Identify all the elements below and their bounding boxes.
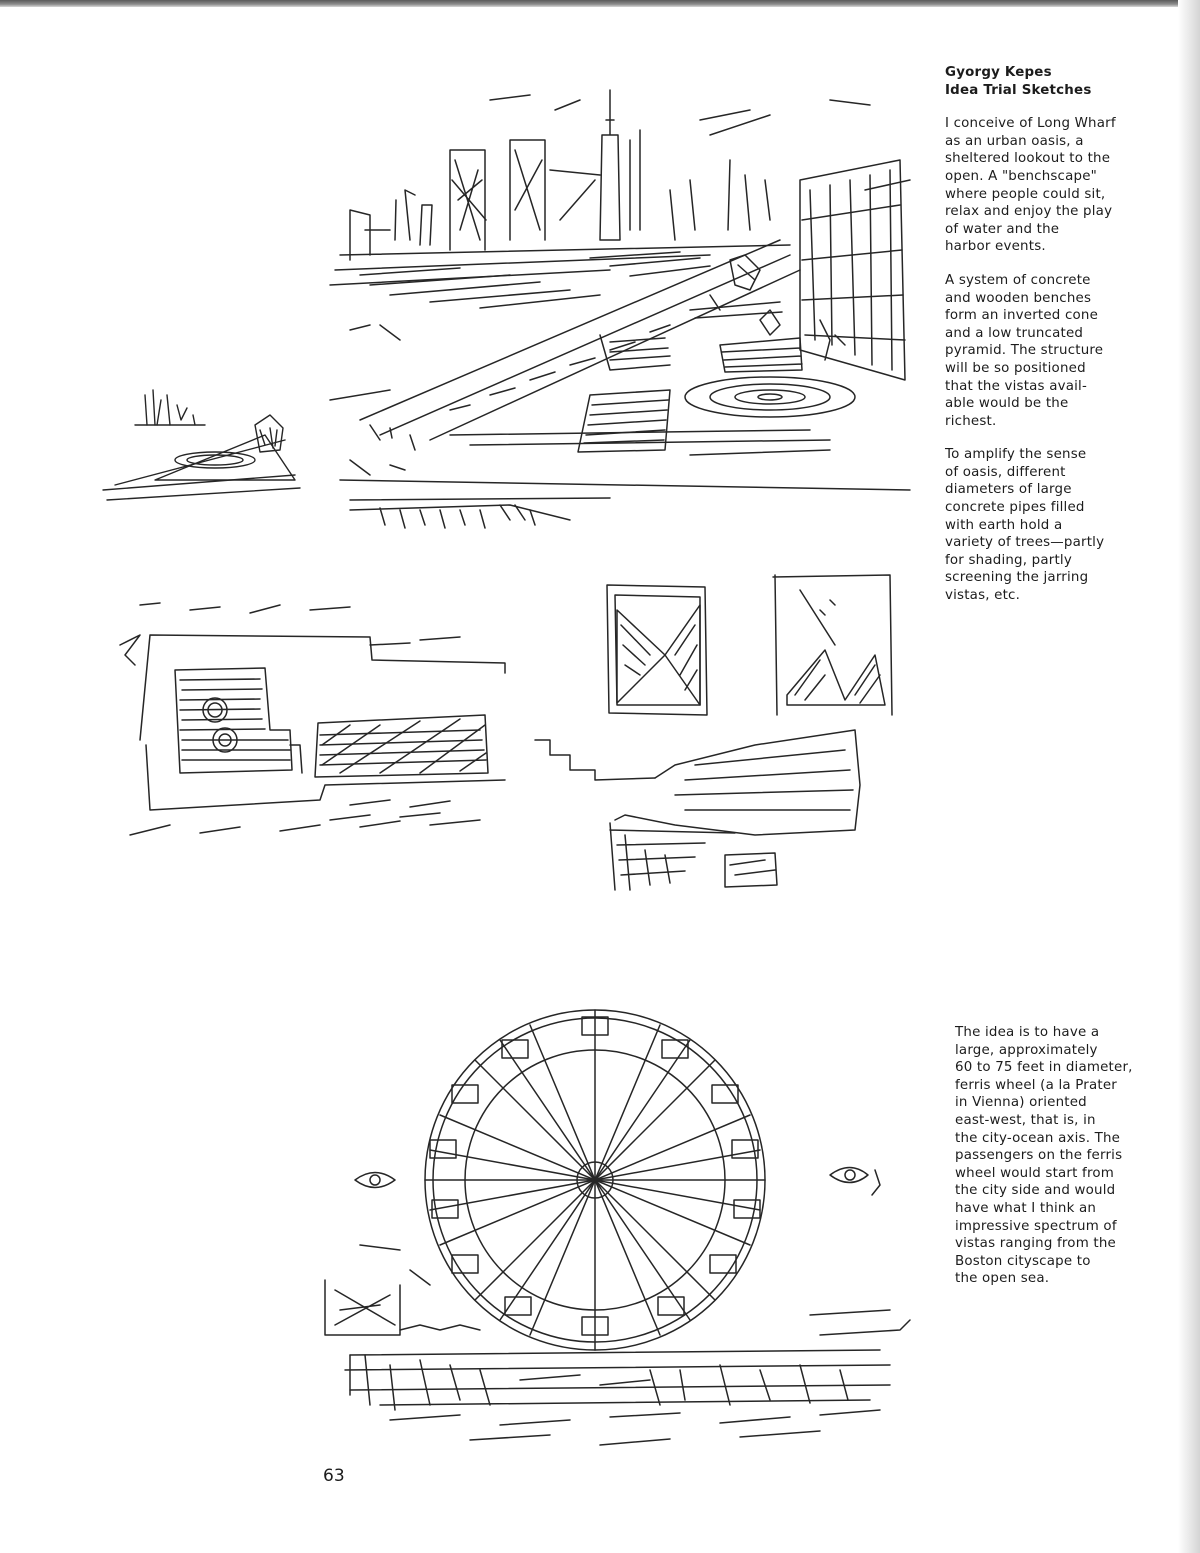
bench-section-sketch [525, 565, 895, 895]
ferris-wheel-sketch [320, 1025, 930, 1475]
caption-paragraph-ferris-wheel: The idea is to have a large, approximately 60 to 75 feet in diameter, ferris wheel (a la Prater in Vienna) oriented east-west, that is, in the city-ocean axis. The passengers on the ferris wheel would start from the city side and would have what I think an impressive spectrum of vistas ranging from the Boston cityscape to the open sea. [955, 1025, 1133, 1287]
caption-paragraph-pipes: To amplify the sense of oasis, different diameters of large concrete pipes filled with earth hold a variety of trees—partly for shading, partly screening the jarring vistas, etc. [945, 447, 1105, 604]
ferris-wheel-caption [955, 1024, 1170, 1304]
caption-paragraph-oasis: I conceive of Long Wharf as an urban oasis, a sheltered lookout to the open. A "benchscape" where people could sit, relax and enjoy the play of water and the harbor events. [945, 116, 1116, 255]
author-title: Gyorgy Kepes Idea Trial Sketches [945, 65, 1092, 98]
long-wharf-perspective-sketch [310, 80, 920, 540]
small-perspective-sketch [95, 380, 315, 510]
page-top-edge [0, 0, 1200, 7]
page-number: 63 [323, 1466, 345, 1486]
benchscape-caption [945, 64, 1160, 621]
benchscape-plan-sketch [110, 595, 520, 870]
caption-paragraph-benches: A system of concrete and wooden benches form an inverted cone and a low truncated pyramid. The structure will be so positioned that the vistas avail- able would be the richest. [945, 272, 1104, 429]
page-right-edge [1178, 0, 1200, 1553]
